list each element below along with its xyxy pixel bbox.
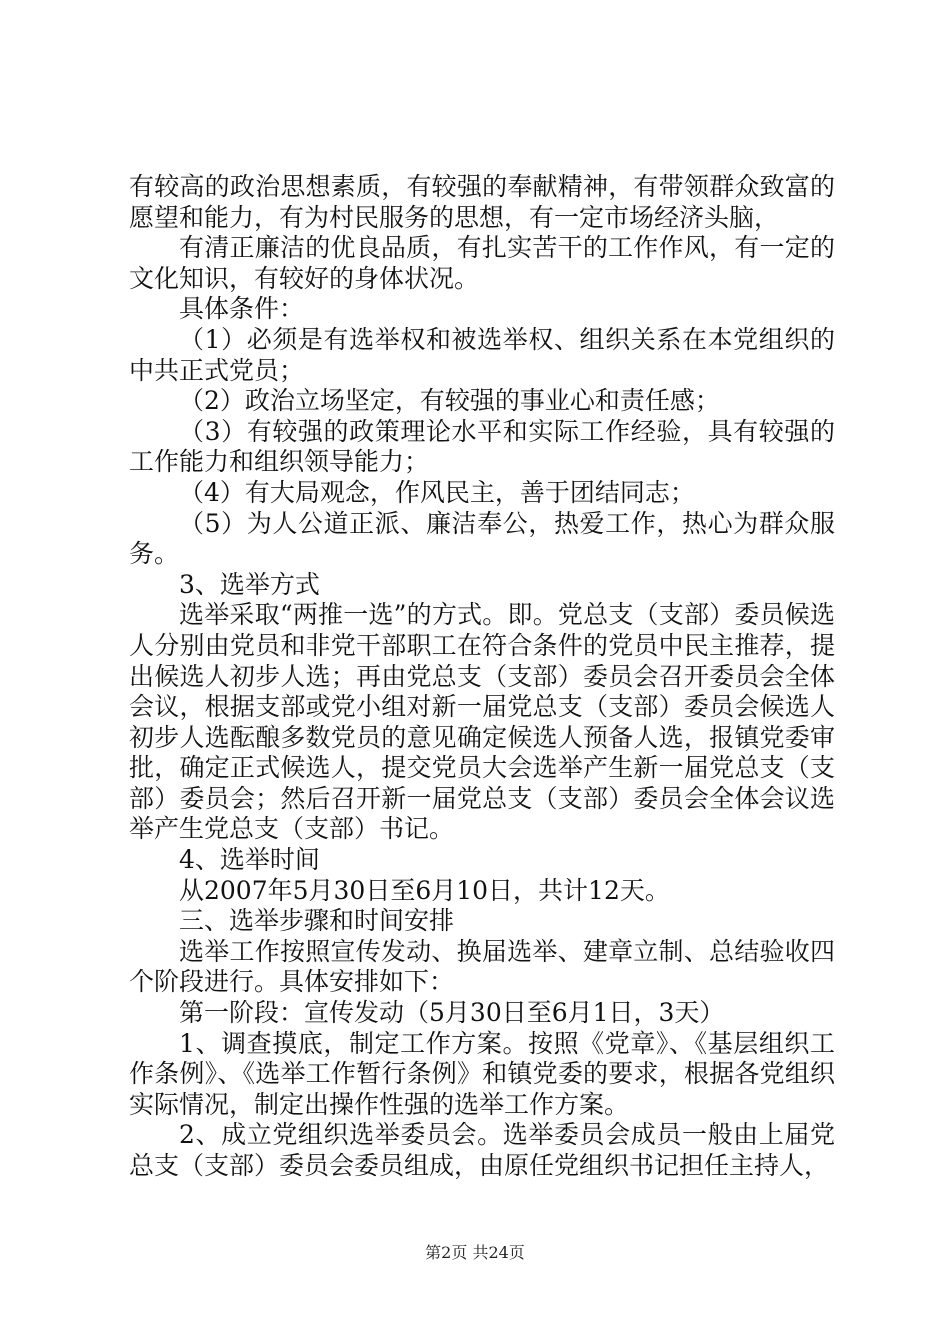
list-item: （5）为人公道正派、廉洁奉公，热爱工作，热心为群众服务。 xyxy=(129,508,835,569)
list-item: （3）有较强的政策理论水平和实际工作经验，具有较强的工作能力和组织领导能力； xyxy=(129,416,835,477)
paragraph: 2、成立党组织选举委员会。选举委员会成员一般由上届党总支（支部）委员会委员组成，由原任党组织书记担任主持人， xyxy=(129,1120,835,1180)
paragraph: 从2007年5月30日至6月10日，共计12天。 xyxy=(179,875,670,905)
stage-heading: 第一阶段：宣传发动（5月30日至6月1日，3天） xyxy=(179,998,725,1028)
section-heading: 4、选举时间 xyxy=(179,845,320,875)
paragraph: 选举采取“两推一选”的方式。即。党总支（支部）委员候选人分别由党员和非党干部职工在符合条件的党员中民主推荐，提出候选人初步人选；再由党总支（支部）委员会召开委员会全体会议，根据支部或党小组对新一届党总支（支部）委员会候选人初步人选酝酿多数党员的意见确定候选人预备人选，报镇党委审批，确定正式候选人，提交党员大会选举产生新一届党总支（支部）委员会；然后召开新一届党总支（支部）委员会全体会议选举产生党总支（支部）书记。 xyxy=(129,600,835,844)
page-number-footer: 第2页 共24页 xyxy=(425,1243,525,1262)
paragraph: 有清正廉洁的优良品质，有扎实苦干的工作作风，有一定的文化知识，有较好的身体状况。 xyxy=(129,233,835,293)
document-body xyxy=(129,172,835,1182)
paragraph: 1、调查摸底，制定工作方案。按照《党章》、《基层组织工作条例》、《选举工作暂行条例》和镇党委的要求，根据各党组织实际情况，制定出操作性强的选举工作方案。 xyxy=(129,1028,835,1119)
list-item: （2）政治立场坚定，有较强的事业心和责任感； xyxy=(179,386,720,416)
section-heading: 3、选举方式 xyxy=(179,569,320,599)
section-heading: 三、选举步骤和时间安排 xyxy=(179,906,455,936)
list-item: （1）必须是有选举权和被选举权、组织关系在本党组织的中共正式党员； xyxy=(129,324,835,385)
paragraph-heading: 具体条件： xyxy=(179,294,305,324)
paragraph: 选举工作按照宣传发动、换届选举、建章立制、总结验收四个阶段进行。具体安排如下： xyxy=(129,936,835,997)
paragraph: 有较高的政治思想素质，有较强的奉献精神，有带领群众致富的愿望和能力，有为村民服务的思想，有一定市场经济头脑， xyxy=(129,172,835,232)
list-item: （4）有大局观念，作风民主，善于团结同志； xyxy=(179,477,695,507)
